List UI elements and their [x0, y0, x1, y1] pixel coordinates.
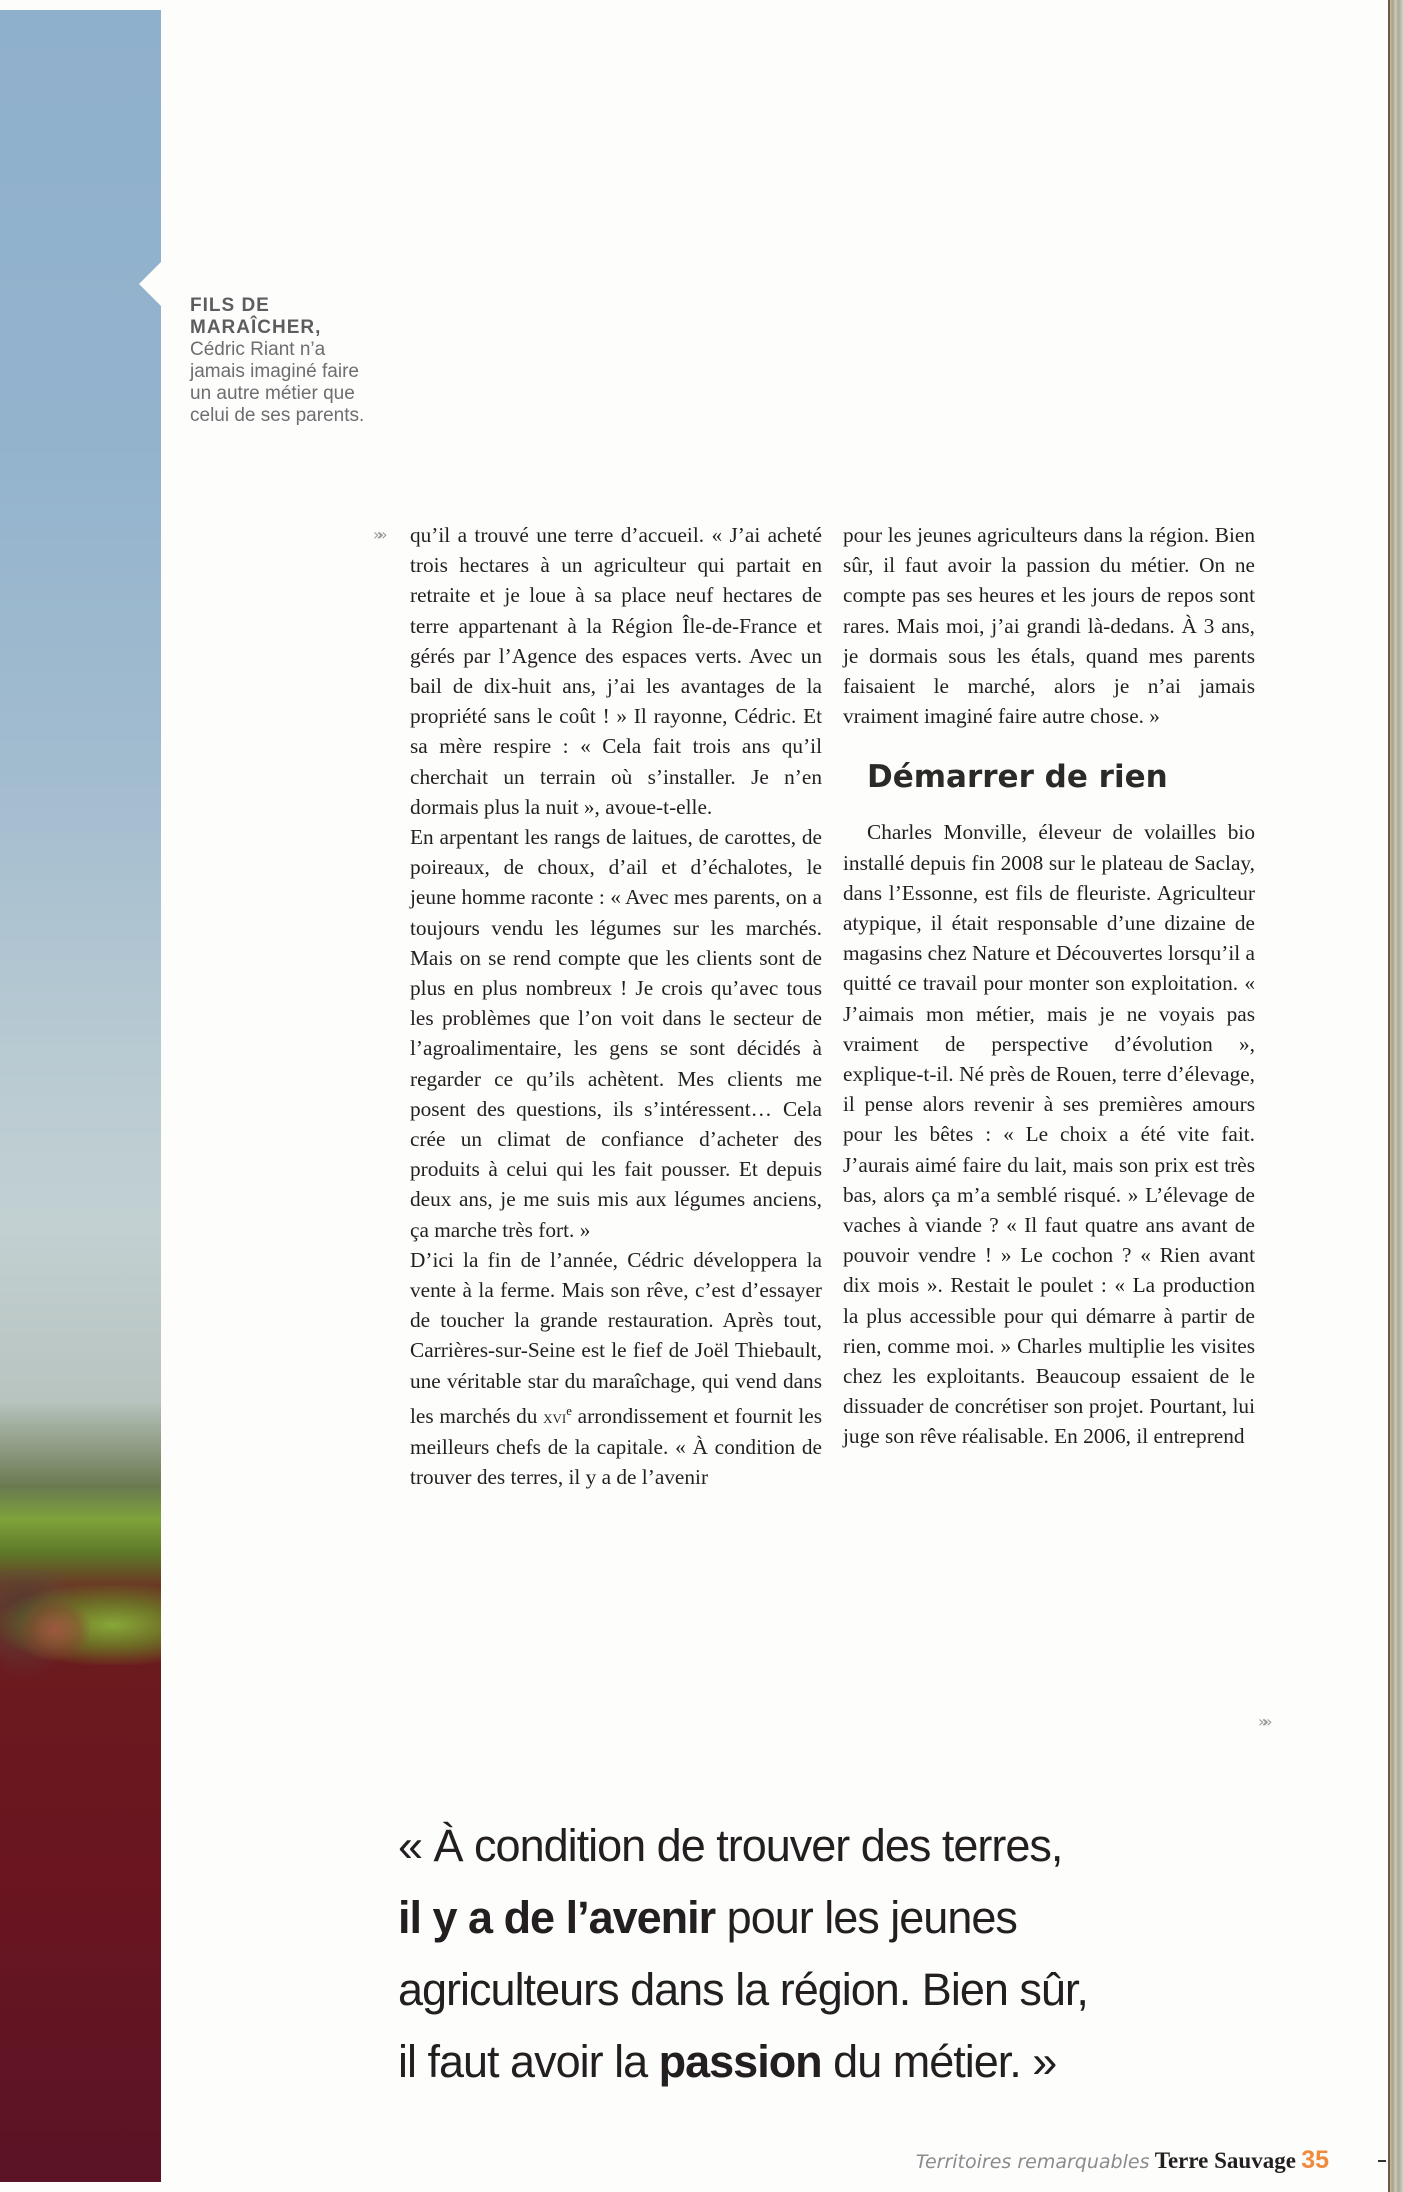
continued-next-arrow-icon: »» — [1258, 1712, 1268, 1731]
pullquote-line-1: « À condition de trouver des terres, — [398, 1820, 1063, 1871]
section-subheading: Démarrer de rien — [867, 759, 1168, 796]
pullquote-bold-avenir: il y a de l’avenir — [398, 1892, 716, 1943]
article-column-1 — [410, 520, 822, 1493]
pullquote-bold-passion: passion — [658, 2036, 822, 2087]
paragraph-accueil: qu’il a trouvé une terre d’accueil. « J’ai acheté trois hectares à un agriculteur qui partait en retraite et je loue à sa place neuf hectares de terre appartenant à la Région Île-de-France et gérés par l’Agence des espaces verts. Avec un bail de dix-huit ans, j’ai les avantages de la propriété sans le coût ! » Il rayonne, Cédric. Et sa mère respire : « Cela fait trois ans qu’il cherchait un terrain où s’installer. Je n’en dormais plus la nuit », avoue-t-elle. — [410, 523, 822, 819]
article-column-2 — [843, 520, 1255, 1452]
photo-caption — [190, 295, 370, 427]
paragraph-passion: pour les jeunes agriculteurs dans la région. Bien sûr, il faut avoir la passion du métier. On ne compte pas ses heures et les jours de repos sont rares. Mais moi, j’ai grandi là-dedans. À 3 ans, je dormais sous les étals, quand mes parents faisaient le marché, alors je n’ai jamais vraiment imaginé faire autre chose. » — [843, 523, 1255, 729]
pull-quote — [398, 1810, 1258, 2098]
pullquote-line-4 — [398, 2026, 1258, 2098]
pullquote-line-4-end: du métier. » — [821, 2036, 1057, 2087]
crop-mark — [1378, 2160, 1386, 2162]
paragraph-legumes: En arpentant les rangs de laitues, de carottes, de poireaux, de choux, d’ail et d’échalotes, le jeune homme raconte : « Avec mes parents, on a toujours vendu les légumes sur les marchés. Mais on se rend compte que les clients sont de plus en plus nombreux ! Je crois qu’avec tous les problèmes que l’on voit dans le secteur de l’agroalimentaire, les gens se sont décidés à regarder ce qu’ils achètent. Mes clients me posent des questions, ils s’intéressent… Cela crée un climat de confiance d’acheter des produits à celui qui les fait pousser. Et depuis deux ans, je me suis mis aux légumes anciens, ça marche très fort. » — [410, 825, 822, 1242]
caption-pointer-notch — [139, 262, 161, 306]
p3-before: D’ici la fin de l’année, Cédric développera la vente à la ferme. Mais son rêve, c’est d’essayer de toucher la grande restauration. Après tout, Carrières-sur-Seine est le fief de Joël Thiebault, une véritable star du maraîchage, qui vend dans les marchés du — [410, 1247, 822, 1428]
ordinal-superscript: e — [566, 1403, 572, 1418]
photo-figure — [20, 1600, 90, 1660]
photo-strip — [0, 10, 161, 2182]
pullquote-line-2 — [398, 1882, 1258, 1954]
page-number: 35 — [1301, 2146, 1329, 2174]
roman-numeral: xvi — [543, 1406, 567, 1427]
caption-body: Cédric Riant n’a jamais imaginé faire un autre métier que celui de ses parents. — [190, 339, 365, 426]
paragraph-restauration — [410, 1245, 822, 1493]
pullquote-line-4-start: il faut avoir la — [398, 2036, 659, 2087]
continued-from-arrow-icon: »» — [373, 525, 383, 544]
paragraph-monville: Charles Monville, éleveur de volailles bio installé depuis fin 2008 sur le plateau de Saclay, dans l’Essonne, est fils de fleuriste. Agriculteur atypique, il était responsable d’une dizaine de magasins chez Nature et Découvertes lorsqu’il a quitté ce travail pour monter son exploitation. « J’aimais mon métier, mais je ne voyais pas vraiment de perspective d’évolution », explique-t-il. Né près de Rouen, terre d’élevage, il pense alors revenir à ses premières amours pour les bêtes : « Le choix a été vite fait. J’aurais aimé faire du lait, mais son prix est très bas, alors ça m’a semblé risqué. » L’élevage de vaches à viande ? « Il faut quatre ans avant de pouvoir vendre ! » Le cochon ? « Rien avant dix mois ». Restait le poulet : « La production la plus accessible pour qui démarre à partir de rien, comme moi. » Charles multiplie les visites chez les exploitants. Beaucoup essaient de le dissuader de concrétiser son projet. Pourtant, lui juge son rêve réalisable. En 2006, il entreprend — [843, 820, 1255, 1449]
caption-title-line2: MARAÎCHER, — [190, 317, 322, 338]
footer-section-name: Territoires remarquables — [915, 2151, 1150, 2173]
pullquote-line-3: agriculteurs dans la région. Bien sûr, — [398, 1964, 1088, 2015]
page-edge — [1390, 0, 1404, 2192]
p3-after: arrondissement et fournit les meilleurs chefs de la capitale. « À condition de trouver des terres, il y a de l’avenir — [410, 1403, 822, 1490]
page-footer — [916, 2147, 1329, 2175]
pullquote-line-2-rest: pour les jeunes — [715, 1892, 1017, 1943]
caption-title-line1: FILS DE — [190, 295, 270, 316]
footer-magazine-name: Terre Sauvage — [1154, 2148, 1296, 2173]
